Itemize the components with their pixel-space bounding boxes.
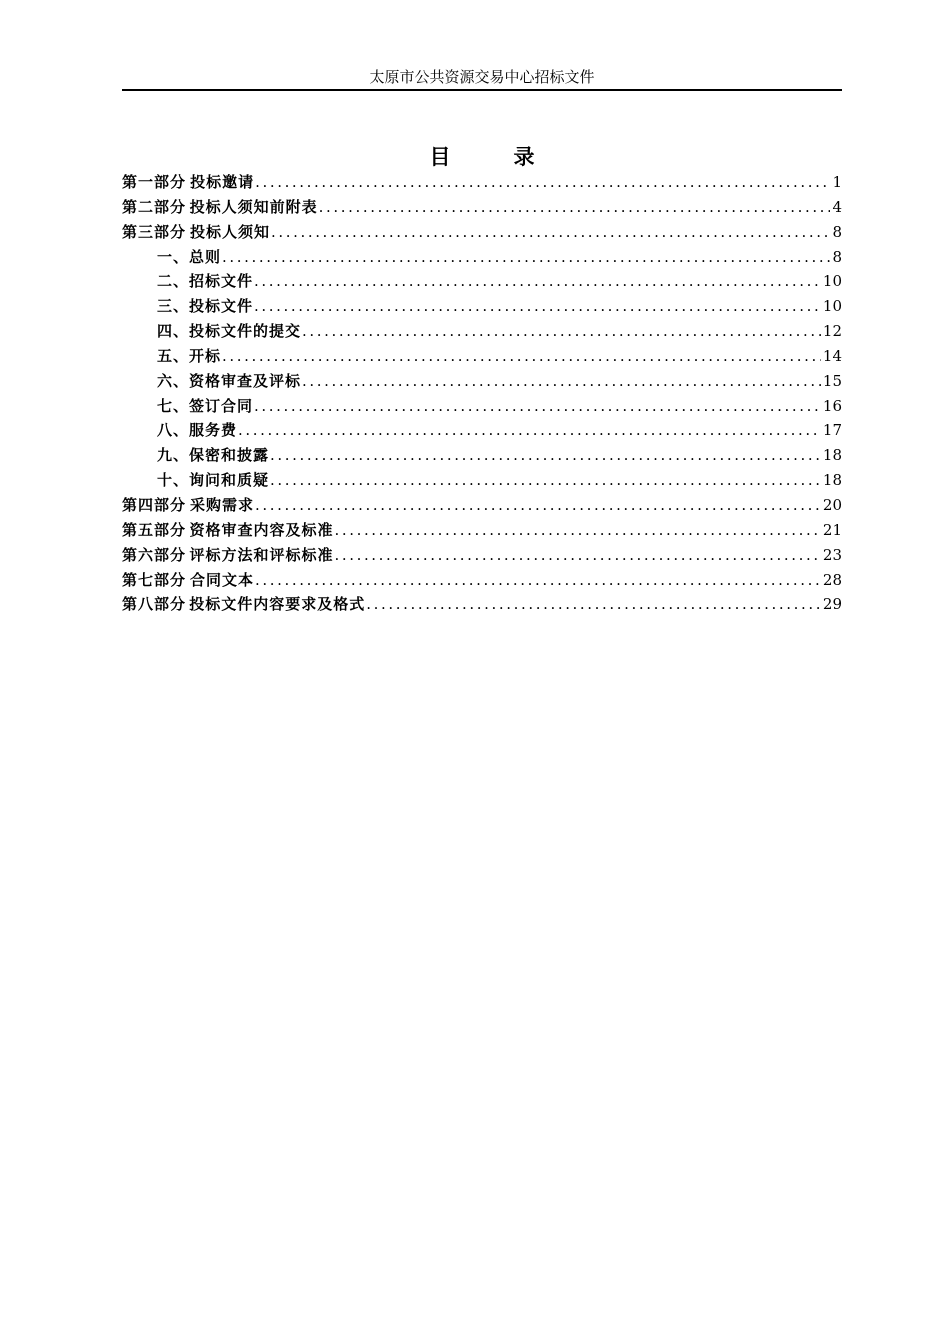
toc-entry-title: 合同文本 <box>190 570 255 589</box>
toc-part-entry[interactable] <box>122 195 842 220</box>
toc-dot-leader <box>366 592 821 617</box>
toc-section-entry[interactable] <box>122 344 842 369</box>
toc-entry-title: 资格审查内容及标准 <box>189 520 334 539</box>
toc-dot-leader <box>334 543 820 568</box>
toc-page-number: 10 <box>822 297 842 316</box>
toc-part-label: 第七部分 <box>122 570 187 589</box>
toc-list <box>122 170 842 617</box>
toc-page-number: 17 <box>822 421 842 440</box>
toc-entry-title: 十、询问和质疑 <box>157 471 270 490</box>
toc-entry-title: 一、总则 <box>157 247 222 266</box>
toc-section-entry[interactable] <box>122 245 842 270</box>
toc-part-entry[interactable] <box>122 568 842 593</box>
toc-dot-leader <box>222 344 821 369</box>
toc-page-number: 18 <box>822 446 842 465</box>
toc-page-number: 1 <box>832 173 842 191</box>
toc-dot-leader <box>319 195 831 220</box>
toc-dot-leader <box>270 468 821 493</box>
toc-dot-leader <box>302 369 821 394</box>
toc-page-number: 16 <box>822 396 842 415</box>
toc-section-entry[interactable] <box>122 269 842 294</box>
toc-page-number: 15 <box>822 371 842 390</box>
toc-entry-title: 七、签订合同 <box>157 396 254 415</box>
toc-entry-title: 采购需求 <box>190 495 255 514</box>
toc-entry-title: 三、投标文件 <box>157 297 254 316</box>
toc-part-label: 第三部分 <box>122 222 187 241</box>
toc-entry-title: 投标文件内容要求及格式 <box>189 595 366 614</box>
toc-entry-title: 六、资格审查及评标 <box>157 371 302 390</box>
toc-section-entry[interactable] <box>122 369 842 394</box>
toc-part-label: 第六部分 <box>122 545 187 564</box>
toc-page-number: 28 <box>822 570 842 589</box>
toc-page-number: 12 <box>822 322 842 341</box>
toc-dot-leader <box>254 394 821 419</box>
toc-part-label: 第一部分 <box>122 173 187 191</box>
toc-entry-title: 四、投标文件的提交 <box>157 322 302 341</box>
toc-entry-title: 投标人须知前附表 <box>189 197 318 216</box>
toc-part-label: 第八部分 <box>122 595 187 614</box>
toc-page-number: 21 <box>822 520 842 539</box>
toc-entry-title: 五、开标 <box>157 346 222 365</box>
toc-dot-leader <box>271 220 830 245</box>
toc-page-number: 8 <box>832 247 842 266</box>
toc-entry-title: 投标人须知 <box>189 222 270 241</box>
toc-page-number: 23 <box>822 545 842 564</box>
toc-part-entry[interactable] <box>122 592 842 617</box>
toc-entry-title: 二、招标文件 <box>157 272 254 291</box>
page-header <box>122 66 842 91</box>
toc-page-number: 4 <box>832 197 842 216</box>
toc-entry-title: 九、保密和披露 <box>157 446 270 465</box>
toc-section-entry[interactable] <box>122 394 842 419</box>
toc-part-label: 第五部分 <box>122 520 187 539</box>
toc-dot-leader <box>254 294 821 319</box>
toc-section-entry[interactable] <box>122 443 842 468</box>
toc-part-entry[interactable] <box>122 170 842 195</box>
toc-page-number: 18 <box>822 471 842 490</box>
toc-entry-title: 八、服务费 <box>157 421 238 440</box>
toc-part-entry[interactable] <box>122 518 842 543</box>
toc-dot-leader <box>238 418 821 443</box>
toc-page-number: 29 <box>822 595 842 614</box>
toc-entry-title: 评标方法和评标标准 <box>189 545 334 564</box>
toc-part-label: 第二部分 <box>122 197 187 216</box>
toc-dot-leader <box>255 493 821 518</box>
toc-section-entry[interactable] <box>122 294 842 319</box>
toc-dot-leader <box>222 245 830 270</box>
toc-page-number: 20 <box>822 495 842 514</box>
toc-page-number: 14 <box>822 346 842 365</box>
toc-part-entry[interactable] <box>122 543 842 568</box>
toc-page-number: 8 <box>832 222 842 241</box>
toc-dot-leader <box>270 443 821 468</box>
toc-section-entry[interactable] <box>122 468 842 493</box>
page-header-text: 太原市公共资源交易中心招标文件 <box>369 68 595 86</box>
toc-part-entry[interactable] <box>122 493 842 518</box>
toc-dot-leader <box>255 568 821 593</box>
toc-title: 目 录 <box>429 144 535 169</box>
toc-dot-leader <box>302 319 821 344</box>
toc-page-number: 10 <box>822 272 842 291</box>
toc-section-entry[interactable] <box>122 319 842 344</box>
toc-dot-leader <box>255 170 830 195</box>
toc-dot-leader <box>334 518 820 543</box>
toc-dot-leader <box>254 269 821 294</box>
toc-part-entry[interactable] <box>122 220 842 245</box>
toc-part-label: 第四部分 <box>122 495 187 514</box>
toc-entry-title: 投标邀请 <box>190 173 255 191</box>
toc-section-entry[interactable] <box>122 418 842 443</box>
